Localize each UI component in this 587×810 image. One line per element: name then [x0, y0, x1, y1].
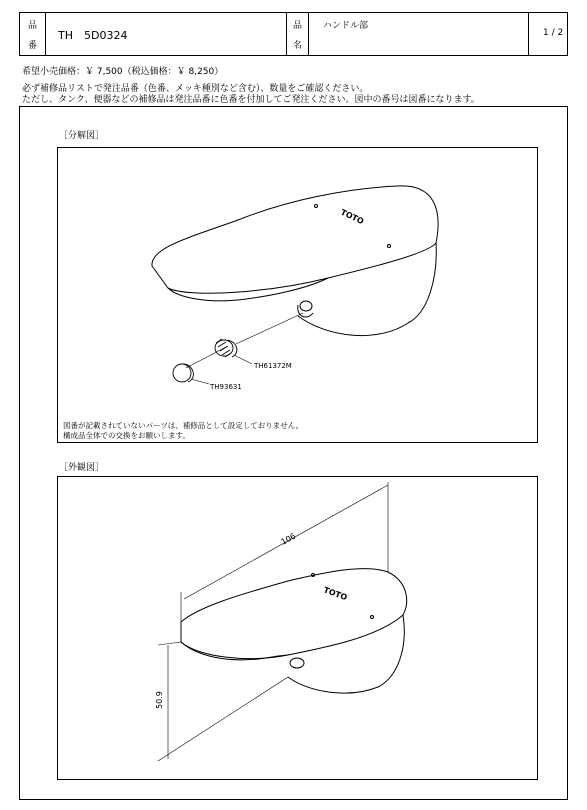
- height-dimension-label: 50.9: [155, 691, 164, 709]
- part-name-label-1: 品: [293, 21, 303, 31]
- brand-logo-external: TOTO: [322, 585, 349, 603]
- part-label-spring: TH61372M: [254, 362, 292, 370]
- height-dimension: [158, 642, 288, 761]
- brand-logo-exploded: TOTO: [339, 207, 366, 227]
- part-label-cap: TH93631: [210, 383, 242, 391]
- footnote-1: 図番が記載されていないパーツは、補修品として設定しておりません。: [63, 421, 304, 430]
- page-number: 1 / 2: [543, 28, 564, 38]
- header-table: [19, 12, 568, 56]
- exploded-view-box: [57, 147, 538, 443]
- width-dimension-label: 106: [279, 531, 298, 547]
- part-name-value-cell: [309, 13, 529, 55]
- part-name-label-2: 名: [293, 41, 303, 51]
- external-view-box: [57, 476, 538, 780]
- part-no-label-cell: [20, 13, 46, 55]
- part-no-label-2: 番: [28, 41, 38, 51]
- exploded-view-drawing: [58, 148, 539, 444]
- part-no-label-1: 品: [28, 21, 38, 31]
- external-view-drawing: [58, 477, 539, 781]
- footnote-2: 構成品全体での交換をお願いします。: [63, 431, 190, 440]
- spring-part: [215, 339, 237, 357]
- price-text: 希望小売価格：￥ 7,500（税込価格：￥ 8,250）: [22, 67, 224, 77]
- order-note-2: ただし、タンク、便器などの補修品は発注品番に色番を付加してご発注ください。図中の番号は図番になります。: [22, 95, 480, 105]
- width-dimension: [181, 482, 388, 622]
- part-no-value: TH 5D0324: [58, 29, 128, 42]
- external-view-title: ［外観図］: [59, 463, 105, 473]
- part-name-label-cell: [287, 13, 309, 55]
- part-name-value: ハンドル部: [323, 21, 369, 31]
- page-cell: [529, 13, 567, 55]
- order-note-1: 必ず補修品リストで発注品番（色番、メッキ種別など含む）、数量をご確認ください。: [22, 84, 369, 94]
- exploded-view-title: ［分解図］: [59, 131, 105, 141]
- cap-part: [173, 364, 193, 382]
- part-no-value-cell: [46, 13, 287, 55]
